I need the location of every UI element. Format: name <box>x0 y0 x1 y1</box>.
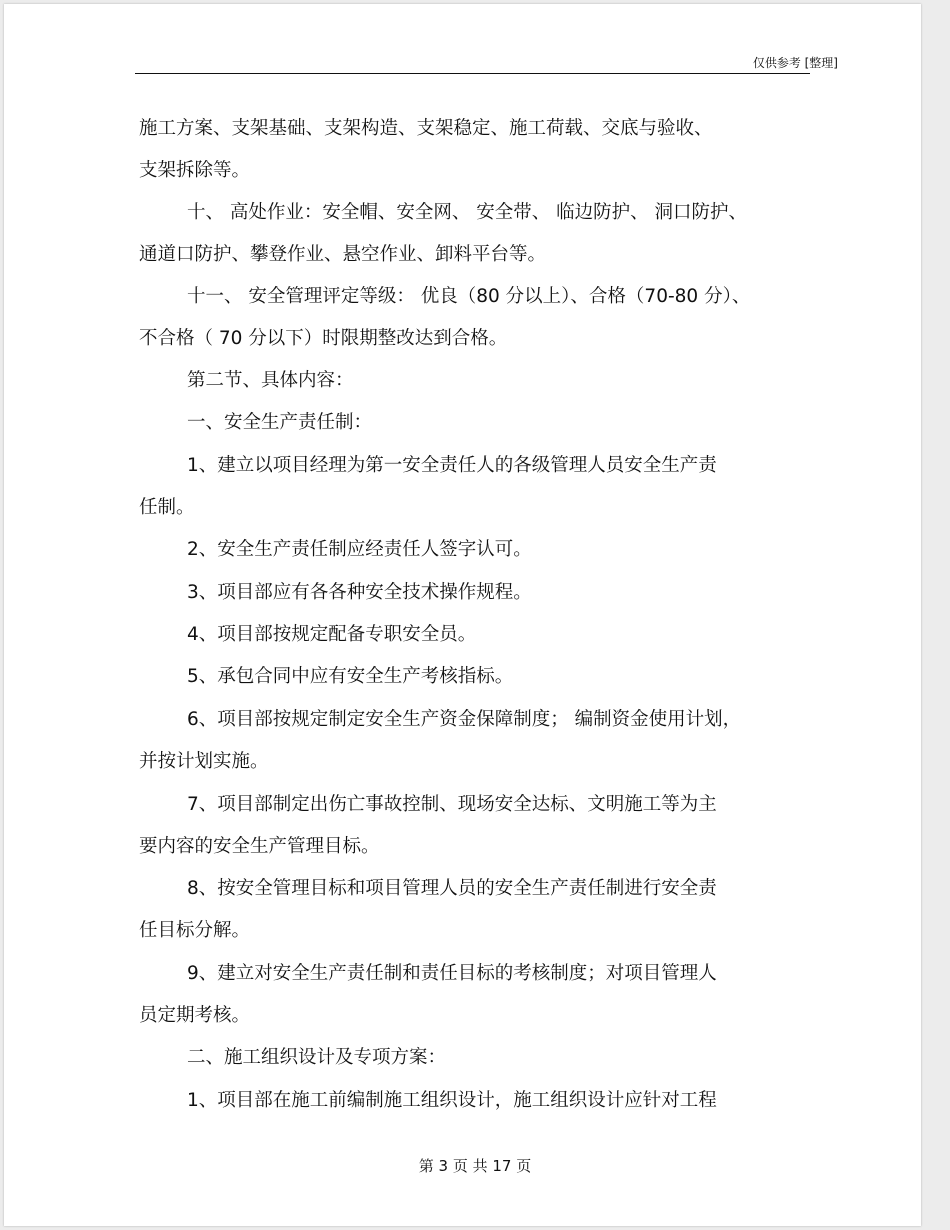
body-line: 通道口防护、攀登作业、悬空作业、卸料平台等。 <box>139 244 547 265</box>
section-heading: 第二节、具体内容： <box>187 370 354 391</box>
list-item-continuation: 任目标分解。 <box>139 920 251 941</box>
body-line: 十、 高处作业：安全帽、安全网、 安全带、 临边防护、 洞口防护、 <box>187 202 748 223</box>
header-note: 仅供参考 [整理] <box>752 56 838 70</box>
list-item: 7、项目部制定出伤亡事故控制、现场安全达标、文明施工等为主 <box>187 794 717 815</box>
list-item: 3、项目部应有各各种安全技术操作规程。 <box>187 582 532 603</box>
list-item: 6、项目部按规定制定安全生产资金保障制度； 编制资金使用计划， <box>187 709 742 730</box>
list-item-continuation: 要内容的安全生产管理目标。 <box>139 836 380 857</box>
subsection-heading: 二、施工组织设计及专项方案： <box>187 1047 447 1068</box>
body-line: 不合格（ 70 分以下）时限期整改达到合格。 <box>139 328 508 349</box>
page-number-footer: 第 3 页 共 17 页 <box>418 1157 532 1175</box>
list-item: 5、承包合同中应有安全生产考核指标。 <box>187 666 514 687</box>
list-item: 1、建立以项目经理为第一安全责任人的各级管理人员安全生产责 <box>187 455 717 476</box>
document-page <box>4 4 921 1226</box>
list-item-continuation: 员定期考核。 <box>139 1005 251 1026</box>
list-item: 9、建立对安全生产责任制和责任目标的考核制度；对项目管理人 <box>187 963 717 984</box>
subsection-heading: 一、安全生产责任制： <box>187 412 373 433</box>
body-line: 施工方案、支架基础、支架构造、支架稳定、施工荷载、交底与验收、 <box>139 118 713 139</box>
list-item: 1、项目部在施工前编制施工组织设计，施工组织设计应针对工程 <box>187 1090 717 1111</box>
list-item: 8、按安全管理目标和项目管理人员的安全生产责任制进行安全责 <box>187 878 717 899</box>
list-item-continuation: 任制。 <box>139 497 195 518</box>
list-item: 2、安全生产责任制应经责任人签字认可。 <box>187 539 532 560</box>
body-line: 支架拆除等。 <box>139 160 251 181</box>
body-line: 十一、 安全管理评定等级： 优良（80 分以上）、合格（70-80 分）、 <box>187 286 751 307</box>
list-item-continuation: 并按计划实施。 <box>139 751 269 772</box>
list-item: 4、项目部按规定配备专职安全员。 <box>187 624 477 645</box>
header-divider <box>135 73 810 74</box>
